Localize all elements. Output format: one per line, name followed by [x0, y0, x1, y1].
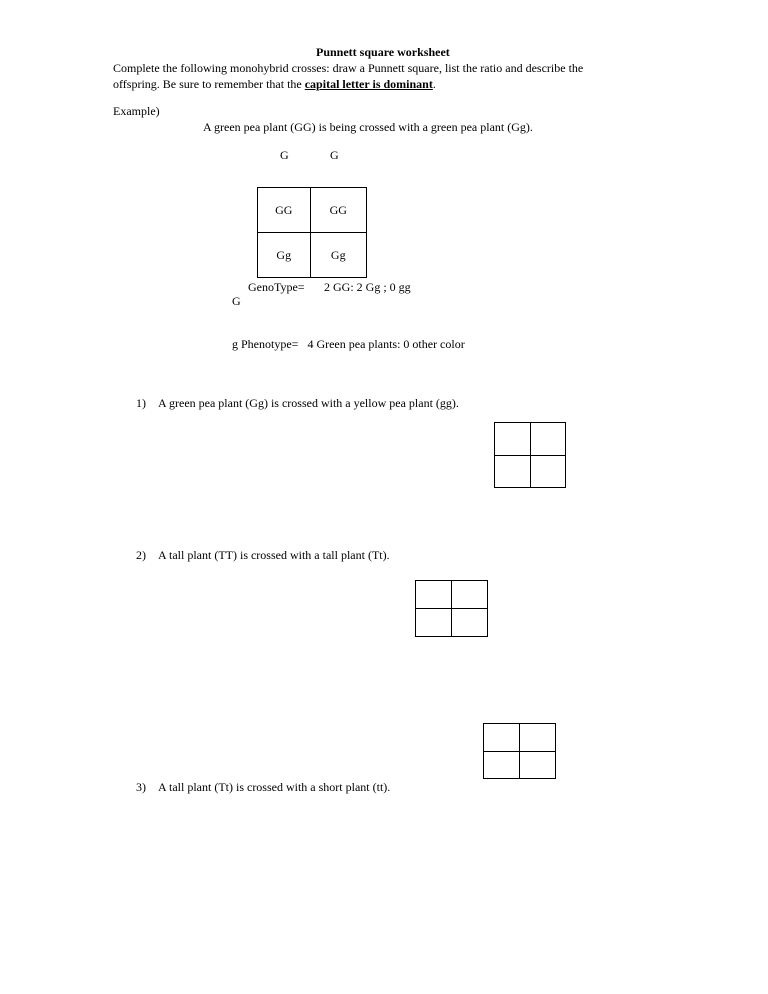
example-top-allele-2: G — [330, 148, 339, 162]
example-cell: Gg — [310, 233, 366, 278]
example-punnett-square — [257, 187, 367, 278]
example-prompt: A green pea plant (GG) is being crossed with a green pea plant (Gg). — [203, 120, 533, 134]
empty-cell — [530, 455, 566, 488]
instructions-suffix: . — [432, 77, 436, 91]
example-cell: Gg — [258, 233, 311, 278]
empty-cell — [484, 751, 520, 779]
empty-cell — [452, 609, 488, 637]
problem-1-text: A green pea plant (Gg) is crossed with a yellow pea plant (gg). — [158, 396, 459, 410]
phenotype-value: 4 Green pea plants: 0 other color — [307, 337, 465, 351]
phenotype-label: Phenotype= — [241, 337, 299, 351]
instructions-line-1: Complete the following monohybrid crosses: draw a Punnett square, list the ratio and describe the — [113, 61, 584, 75]
phenotype-line — [232, 337, 465, 351]
empty-cell — [495, 423, 531, 456]
worksheet-title: Punnett square worksheet — [316, 45, 450, 59]
empty-cell — [530, 423, 566, 456]
problem-3-text: A tall plant (Tt) is crossed with a short plant (tt). — [158, 780, 391, 794]
empty-cell — [416, 609, 452, 637]
problem-1-number: 1) — [136, 396, 146, 410]
extra-punnett-square — [483, 723, 556, 779]
example-top-allele-1: G — [280, 148, 289, 162]
empty-cell — [452, 581, 488, 609]
instructions-line-2 — [113, 77, 436, 91]
empty-cell — [520, 751, 556, 779]
example-label: Example) — [113, 104, 160, 118]
instructions-prefix: offspring. Be sure to remember that the — [113, 77, 305, 91]
genotype-value: 2 GG: 2 Gg ; 0 gg — [324, 280, 411, 294]
empty-cell — [484, 724, 520, 752]
example-side-allele-2: g — [232, 337, 238, 351]
genotype-label: GenoType= — [248, 280, 305, 294]
example-cell: GG — [310, 188, 366, 233]
empty-cell — [416, 581, 452, 609]
example-side-allele-1: G — [232, 294, 241, 308]
problem-2-punnett-square — [415, 580, 488, 637]
problem-3-number: 3) — [136, 780, 146, 794]
example-cell: GG — [258, 188, 311, 233]
empty-cell — [495, 455, 531, 488]
problem-2-number: 2) — [136, 548, 146, 562]
problem-2-text: A tall plant (TT) is crossed with a tall plant (Tt). — [158, 548, 390, 562]
instructions-emphasis: capital letter is dominant — [304, 77, 433, 91]
empty-cell — [520, 724, 556, 752]
problem-1-punnett-square — [494, 422, 566, 488]
